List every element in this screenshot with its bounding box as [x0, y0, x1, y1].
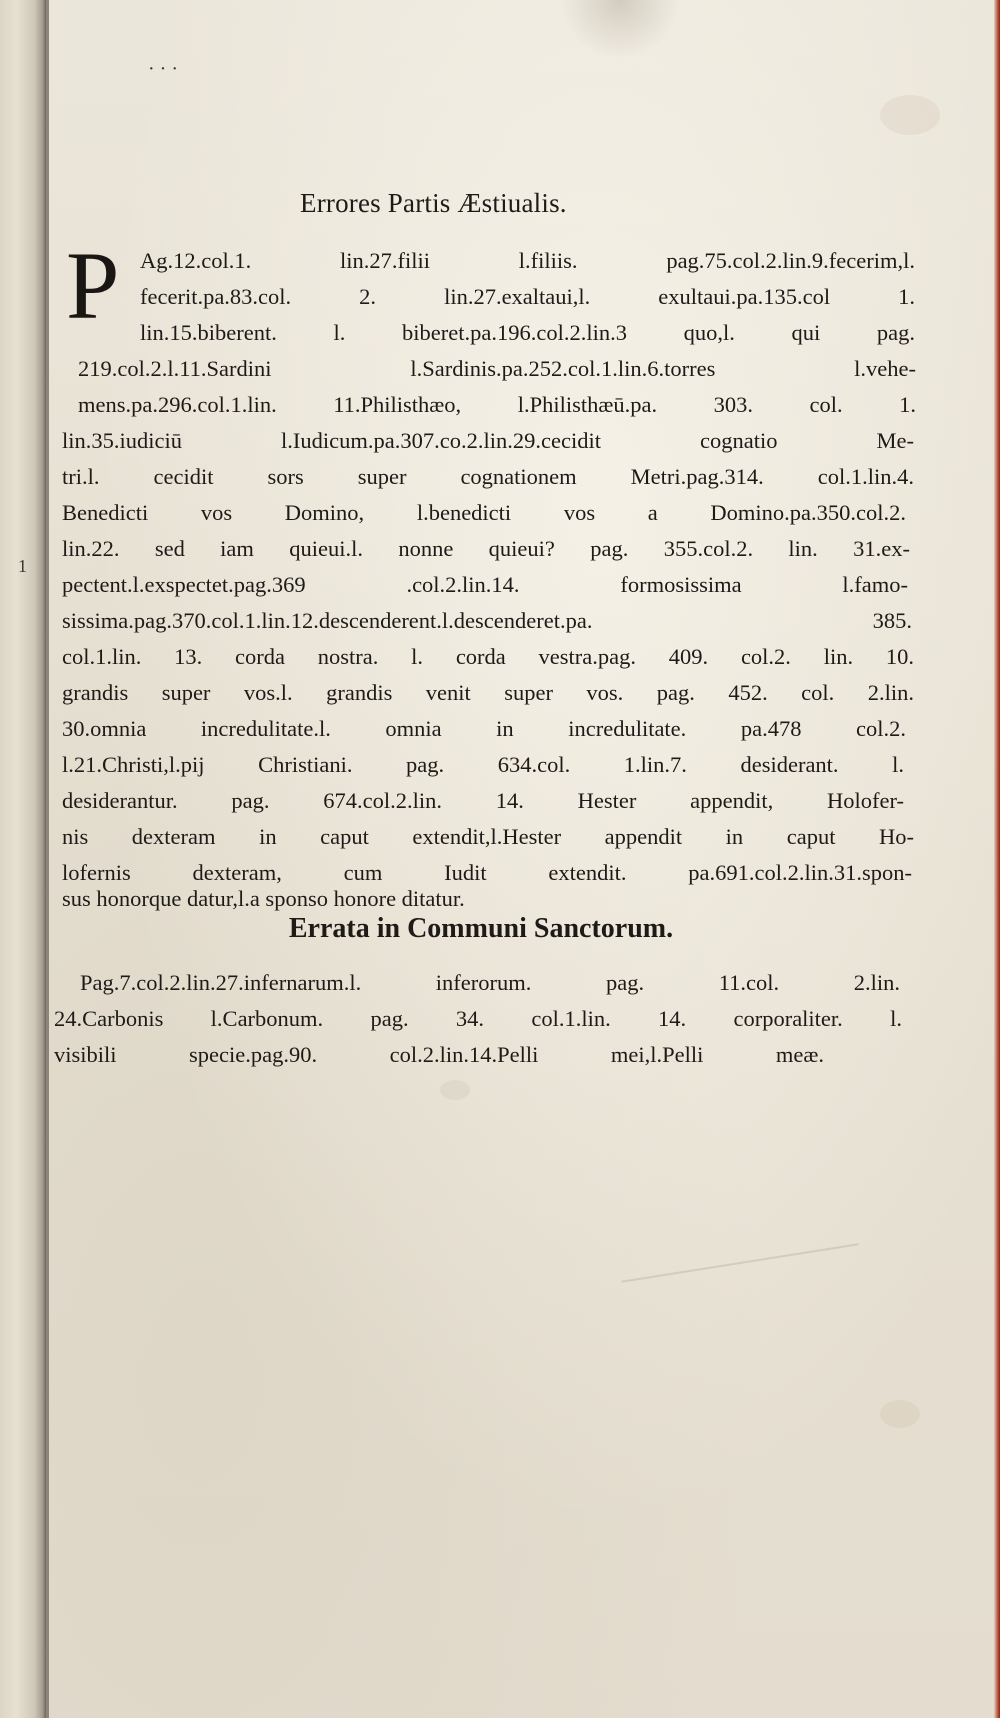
paper-stain — [880, 95, 940, 135]
drop-capital: P — [66, 232, 120, 339]
section-heading: Errata in Communi Sanctorum. — [288, 913, 674, 944]
errata-line: tri.l. cecidit sors super cognationem Metri.pag.314. col.1.lin.4. — [62, 464, 914, 489]
paper-crease — [621, 1243, 858, 1283]
errata-line: l.21.Christi,l.pij Christiani. pag. 634.col. 1.lin.7. desiderant. l. — [62, 752, 904, 777]
errata-line: fecerit.pa.83.col. 2. lin.27.exaltaui,l. exultaui.pa.135.col 1. — [140, 284, 915, 309]
errata-line: lin.22. sed iam quieui.l. nonne quieui? pag. 355.col.2. lin. 31.ex- — [62, 536, 910, 561]
paper-stain — [440, 1080, 470, 1100]
errata-line: nis dexteram in caput extendit,l.Hester appendit in caput Ho- — [62, 824, 914, 849]
top-marks: · · · — [148, 58, 178, 80]
paper-stain — [880, 1400, 920, 1428]
errata-line: sissima.pag.370.col.1.lin.12.descenderent.l.descenderet.pa. 385. — [62, 608, 912, 633]
errata-line: mens.pa.296.col.1.lin. 11.Philisthæo, l.Philisthæū.pa. 303. col. 1. — [78, 392, 916, 417]
errata-line: Ag.12.col.1. lin.27.filii l.filiis. pag.75.col.2.lin.9.fecerim,l. — [140, 248, 915, 273]
page-heading: Errores Partis Æstiualis. — [300, 188, 567, 218]
errata-line: visibili specie.pag.90. col.2.lin.14.Pelli mei,l.Pelli meæ. — [54, 1042, 824, 1067]
errata-line: 24.Carbonis l.Carbonum. pag. 34. col.1.lin. 14. corporaliter. l. — [54, 1006, 902, 1031]
errata-line: 30.omnia incredulitate.l. omnia in incredulitate. pa.478 col.2. — [62, 716, 906, 741]
errata-line: lin.15.biberent. l. biberet.pa.196.col.2.lin.3 quo,l. qui pag. — [140, 320, 915, 345]
errata-line: 219.col.2.l.11.Sardini l.Sardinis.pa.252.col.1.lin.6.torres l.vehe- — [78, 356, 916, 381]
errata-line: pectent.l.exspectet.pag.369 .col.2.lin.14. formosissima l.famo- — [62, 572, 908, 597]
errata-line: lofernis dexteram, cum Iudit extendit. pa.691.col.2.lin.31.spon- — [62, 860, 912, 885]
margin-mark: 1 — [18, 556, 27, 576]
errata-line: Benedicti vos Domino, l.benedicti vos a Domino.pa.350.col.2. — [62, 500, 906, 525]
errata-line: lin.35.iudiciū l.Iudicum.pa.307.co.2.lin.29.cecidit cognatio Me- — [62, 428, 914, 453]
errata-line: Pag.7.col.2.lin.27.infernarum.l. inferorum. pag. 11.col. 2.lin. — [80, 970, 900, 995]
errata-line: col.1.lin. 13. corda nostra. l. corda vestra.pag. 409. col.2. lin. 10. — [62, 644, 914, 669]
errata-line: desiderantur. pag. 674.col.2.lin. 14. Hester appendit, Holofer- — [62, 788, 904, 813]
paper-shadow — [560, 0, 680, 60]
errata-line: grandis super vos.l. grandis venit super vos. pag. 452. col. 2.lin. — [62, 680, 914, 705]
errata-line: sus honorque datur,l.a sponso honore ditatur. — [62, 886, 465, 911]
